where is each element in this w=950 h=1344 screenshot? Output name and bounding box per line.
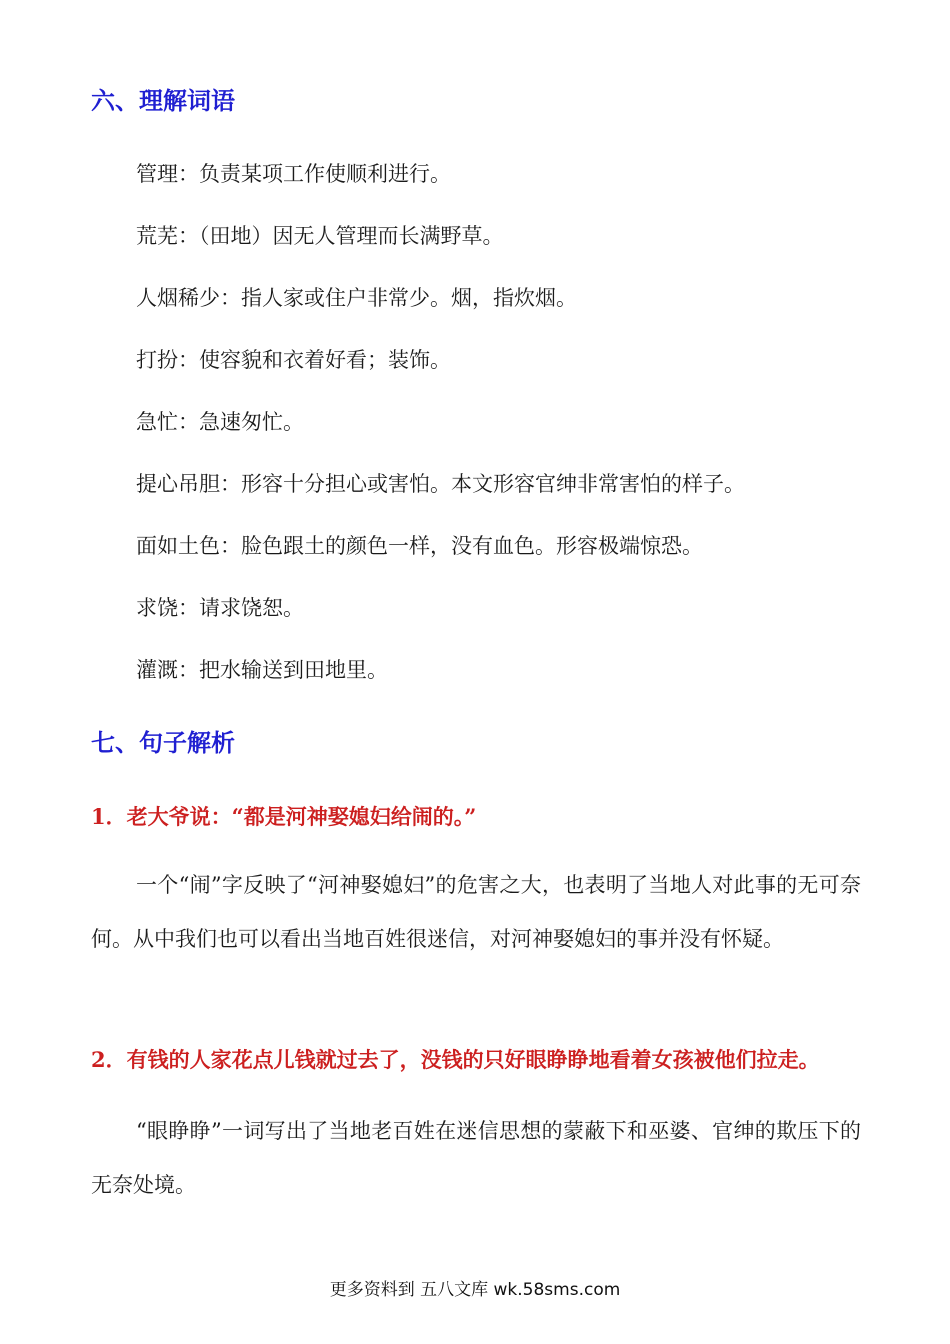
section-title-sentence-analysis: 七、句子解析 — [91, 728, 235, 757]
term-definition: 求饶：请求饶恕。 — [136, 596, 304, 620]
term-definition: 人烟稀少：指人家或住户非常少。烟，指炊烟。 — [136, 286, 577, 310]
term-definition: 打扮：使容貌和衣着好看；装饰。 — [136, 348, 451, 372]
term-definition: 面如土色：脸色跟土的颜色一样，没有血色。形容极端惊恐。 — [136, 534, 703, 558]
term-definition: 荒芜：（田地）因无人管理而长满野草。 — [136, 224, 504, 248]
sentence-analysis-1: 一个“闹”字反映了“河神娶媳妇”的危害之大，也表明了当地人对此事的无可奈何。从中我们也可以看出当地百姓很迷信，对河神娶媳妇的事并没有怀疑。 — [91, 873, 861, 951]
term-definition: 管理：负责某项工作使顺利进行。 — [136, 162, 451, 186]
section-title-understand-words: 六、理解词语 — [91, 86, 235, 115]
sentence-heading-2: 2．有钱的人家花点儿钱就过去了，没钱的只好眼睁睁地看着女孩被他们拉走。 — [91, 1047, 820, 1072]
term-definition: 提心吊胆：形容十分担心或害怕。本文形容官绅非常害怕的样子。 — [136, 472, 745, 496]
sentence-analysis-2: “眼睁睁”一词写出了当地老百姓在迷信思想的蒙蔽下和巫婆、官绅的欺压下的无奈处境。 — [91, 1119, 861, 1197]
footer-source-note: 更多资料到 五八文库 wk.58sms.com — [329, 1280, 621, 1300]
sentence-heading-1: 1．老大爷说：“都是河神娶媳妇给闹的。” — [91, 804, 477, 829]
term-definition: 急忙：急速匆忙。 — [136, 410, 304, 434]
term-definition: 灌溉：把水输送到田地里。 — [136, 658, 388, 682]
